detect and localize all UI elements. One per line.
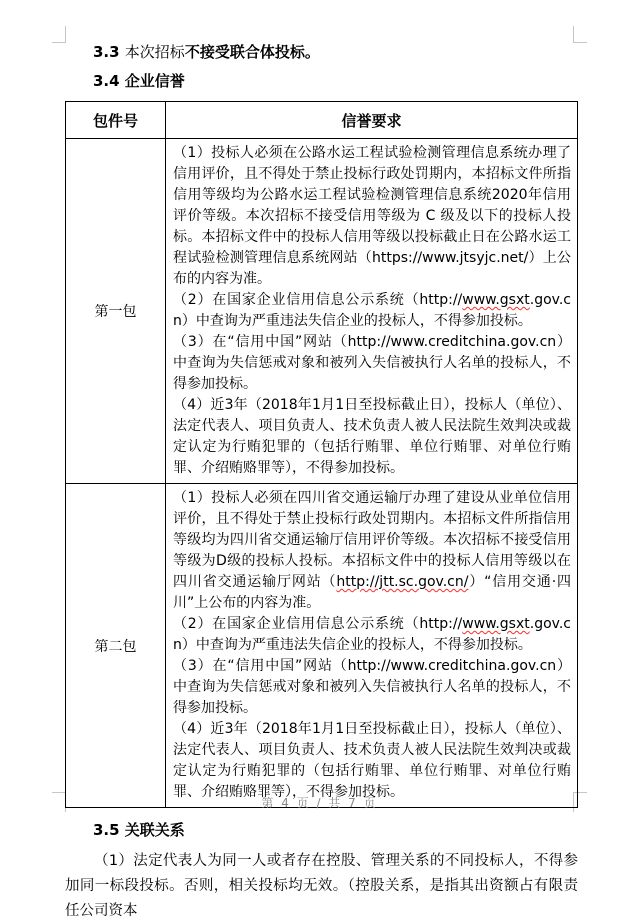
- requirement-paragraph: [173, 290, 571, 332]
- requirement-paragraph: [173, 488, 571, 614]
- requirement-paragraph: [173, 656, 571, 719]
- spellcheck-flagged-text: www.gsxt: [462, 292, 530, 308]
- text-run: 3.3: [93, 43, 125, 61]
- text-run: 不接受联合体投标。: [184, 43, 320, 61]
- page-number-footer: 第 4 页 / 共 7 页: [261, 796, 378, 810]
- package-number-header: 包件号: [66, 102, 166, 139]
- credit-requirement-header: 信誉要求: [166, 102, 578, 139]
- text-run: （2）在国家企业信用信息公示系统（http://: [173, 292, 463, 308]
- text-boundary-mark-icon: [573, 26, 587, 43]
- text-run: ）“信用交通·四川”上公布的内容为准。: [173, 574, 572, 611]
- package-1-requirements-cell: [166, 139, 578, 484]
- section-3-5-paragraph: （1）法定代表人为同一人或者存在控股、管理关系的不同投标人，不得参加同一标段投标。否则，相关投标均无效。（控股关系，是指其出资额占有限责任公司资本: [65, 853, 578, 919]
- section-3-4-heading: 3.4 企业信誉: [93, 72, 185, 90]
- document-content: [65, 42, 578, 924]
- package-1-cell: 第一包: [66, 139, 166, 484]
- requirement-paragraph: [173, 719, 571, 803]
- text-run: （2）在国家企业信用信息公示系统（http://: [173, 616, 463, 632]
- package-2-requirements-cell: [166, 484, 578, 808]
- requirement-paragraph: [173, 395, 571, 479]
- spellcheck-flagged-text: www.gsxt: [462, 616, 530, 632]
- text-run: （1）投标人必须在四川省交通运输厅办理了建设从业单位信用评价，且不得处于禁止投标行政处罚期内。本招标文件所指信用等级均为四川省交通运输厅信用评价等级。本次招标不接受信用等级为D级的投标人投标。本招标文件中的投标人信用等级以在四川省交通运输厅网站（: [173, 490, 571, 590]
- text-run: （3）在“信用中国”网站（http://www.creditchina.gov.cn）中查询为失信惩戒对象和被列入失信被执行人名单的投标人，不得参加投标。: [173, 658, 571, 716]
- section-3-5-heading: 3.5 关联关系: [93, 821, 185, 839]
- requirement-paragraph: [173, 143, 571, 290]
- credit-requirements-table: [65, 101, 578, 808]
- text-boundary-mark-icon: [52, 26, 66, 43]
- requirement-paragraph: [173, 332, 571, 395]
- text-run: （3）在“信用中国”网站（http://www.creditchina.gov.cn）中查询为失信惩戒对象和被列入失信被执行人名单的投标人，不得参加投标。: [173, 334, 571, 392]
- table-row: [66, 484, 578, 808]
- section-3-3-heading: [93, 42, 578, 62]
- text-run: （4）近3年（2018年1月1日至投标截止日），投标人（单位）、法定代表人、项目负责人、技术负责人被人民法院生效判决或裁定认定为行贿犯罪的（包括行贿罪、单位行贿罪、对单位行贿罪、介绍贿赂罪等），不得参加投标。: [173, 397, 571, 476]
- table-row: [66, 139, 578, 484]
- text-run: 本次招标: [124, 43, 185, 61]
- text-run: .gov.cn）中查询为严重违法失信企业的投标人，不得参加投标。: [173, 616, 571, 653]
- text-run: .gov.cn）中查询为严重违法失信企业的投标人，不得参加投标。: [173, 292, 571, 329]
- text-run: （1）投标人必须在公路水运工程试验检测管理信息系统办理了信用评价，且不得处于禁止投标行政处罚期内，本招标文件所指信用等级均为公路水运工程试验检测管理信息系统2020年信用评价等级。本次招标不接受信用等级为 C 级及以下的投标人投标。本招标文件中的投标人信用等级以投标截止日在公路水运工程试验检测管理信息系统网站（https://www.jtsyjc.net/）上公布的内容为准。: [173, 145, 571, 287]
- table-header-row: [66, 102, 578, 139]
- text-run: （4）近3年（2018年1月1日至投标截止日），投标人（单位）、法定代表人、项目负责人、技术负责人被人民法院生效判决或裁定认定为行贿犯罪的（包括行贿罪、单位行贿罪、对单位行贿罪、介绍贿赂罪等），不得参加投标。: [173, 721, 571, 800]
- spellcheck-flagged-text: http://jtt.sc.gov.cn/: [336, 574, 469, 590]
- requirement-paragraph: [173, 614, 571, 656]
- package-2-cell: 第二包: [66, 484, 166, 808]
